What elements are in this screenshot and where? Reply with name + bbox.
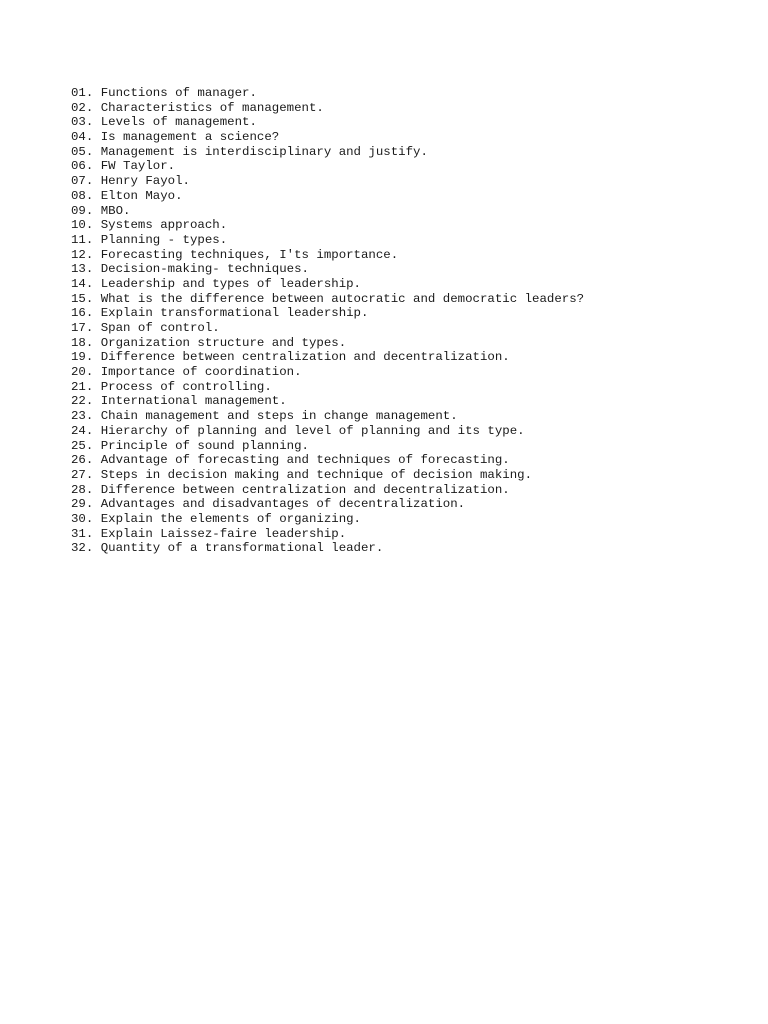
question-item bbox=[71, 424, 584, 439]
question-item bbox=[71, 380, 584, 395]
question-number: 01. bbox=[71, 86, 94, 100]
question-item bbox=[71, 468, 584, 483]
question-number: 14. bbox=[71, 276, 94, 291]
question-number: 18. bbox=[71, 335, 94, 350]
question-text: FW Taylor. bbox=[100, 159, 176, 174]
question-number: 16. bbox=[71, 306, 94, 321]
question-item bbox=[71, 159, 584, 174]
question-text: Decision-making- techniques. bbox=[100, 262, 309, 277]
question-number: 27. bbox=[71, 467, 94, 482]
question-number: 30. bbox=[71, 511, 94, 526]
question-text: Planning - types. bbox=[100, 232, 228, 247]
question-text: International management. bbox=[100, 394, 287, 409]
question-text: Henry Fayol. bbox=[100, 174, 190, 189]
question-item bbox=[71, 512, 584, 527]
question-item bbox=[71, 174, 584, 189]
question-number: 05. bbox=[71, 144, 94, 159]
question-item bbox=[71, 365, 584, 380]
question-item bbox=[71, 453, 584, 468]
question-number: 03. bbox=[71, 115, 94, 130]
question-text: Difference between centralization and decentralization. bbox=[100, 350, 510, 365]
question-text: Chain management and steps in change management. bbox=[100, 409, 458, 424]
question-text: Difference between centralization and decentralization. bbox=[100, 482, 510, 497]
question-text: Functions of manager. bbox=[100, 86, 257, 100]
question-item bbox=[71, 336, 584, 351]
question-number: 10. bbox=[71, 218, 94, 233]
question-text: Forecasting techniques, I'ts importance. bbox=[100, 247, 399, 262]
question-number: 32. bbox=[71, 541, 94, 556]
question-text: Quantity of a transformational leader. bbox=[100, 541, 384, 556]
question-text: Management is interdisciplinary and justify. bbox=[100, 144, 428, 159]
question-number: 12. bbox=[71, 247, 94, 262]
question-item bbox=[71, 145, 584, 160]
question-item bbox=[71, 439, 584, 454]
question-item bbox=[71, 292, 584, 307]
question-text: Advantages and disadvantages of decentralization. bbox=[100, 497, 466, 512]
question-item bbox=[71, 248, 584, 263]
question-item bbox=[71, 483, 584, 498]
question-item bbox=[71, 306, 584, 321]
question-item bbox=[71, 409, 584, 424]
question-item bbox=[71, 277, 584, 292]
question-number: 11. bbox=[71, 232, 94, 247]
question-text: Organization structure and types. bbox=[100, 335, 347, 350]
question-number: 23. bbox=[71, 409, 94, 424]
question-item bbox=[71, 218, 584, 233]
question-number: 06. bbox=[71, 159, 94, 174]
question-text: Explain the elements of organizing. bbox=[100, 511, 361, 526]
question-text: Importance of coordination. bbox=[100, 365, 302, 380]
question-number: 08. bbox=[71, 188, 94, 203]
question-item bbox=[71, 189, 584, 204]
question-text: Elton Mayo. bbox=[100, 188, 183, 203]
question-number: 09. bbox=[71, 203, 94, 218]
question-item bbox=[71, 233, 584, 248]
question-number: 29. bbox=[71, 497, 94, 512]
question-item bbox=[71, 86, 584, 101]
question-number: 25. bbox=[71, 438, 94, 453]
question-text: Explain Laissez-faire leadership. bbox=[100, 526, 347, 541]
question-number: 21. bbox=[71, 379, 94, 394]
question-number: 20. bbox=[71, 365, 94, 380]
question-item bbox=[71, 321, 584, 336]
question-item bbox=[71, 527, 584, 542]
question-text: Characteristics of management. bbox=[100, 100, 324, 115]
question-number: 28. bbox=[71, 482, 94, 497]
question-text: Hierarchy of planning and level of planning and its type. bbox=[100, 423, 525, 438]
question-number: 31. bbox=[71, 526, 94, 541]
question-text: Leadership and types of leadership. bbox=[100, 276, 361, 291]
question-number: 07. bbox=[71, 174, 94, 189]
question-text: Is management a science? bbox=[100, 130, 280, 145]
question-text: Principle of sound planning. bbox=[100, 438, 309, 453]
question-text: Explain transformational leadership. bbox=[100, 306, 369, 321]
question-number: 19. bbox=[71, 350, 94, 365]
question-number: 17. bbox=[71, 321, 94, 335]
question-number: 22. bbox=[71, 394, 94, 409]
question-text: Process of controlling. bbox=[100, 379, 272, 394]
question-item bbox=[71, 262, 584, 277]
question-number: 24. bbox=[71, 423, 94, 438]
question-number: 02. bbox=[71, 100, 94, 115]
question-item bbox=[71, 130, 584, 145]
question-number: 26. bbox=[71, 453, 94, 468]
question-number: 13. bbox=[71, 262, 94, 277]
question-item bbox=[71, 350, 584, 365]
question-text: Levels of management. bbox=[100, 115, 257, 130]
question-number: 04. bbox=[71, 130, 94, 145]
question-number: 15. bbox=[71, 291, 94, 306]
question-item bbox=[71, 204, 584, 219]
question-text: Advantage of forecasting and techniques of forecasting. bbox=[100, 453, 510, 468]
question-item bbox=[71, 497, 584, 512]
question-item bbox=[71, 541, 584, 556]
question-text: Steps in decision making and technique of decision making. bbox=[100, 467, 533, 482]
question-text: Span of control. bbox=[100, 321, 220, 335]
question-list bbox=[71, 86, 584, 556]
question-item bbox=[71, 115, 584, 130]
question-text: Systems approach. bbox=[100, 218, 228, 233]
question-item bbox=[71, 394, 584, 409]
question-text: MBO. bbox=[100, 203, 131, 218]
question-text: What is the difference between autocratic and democratic leaders? bbox=[100, 291, 585, 306]
question-item bbox=[71, 101, 584, 116]
